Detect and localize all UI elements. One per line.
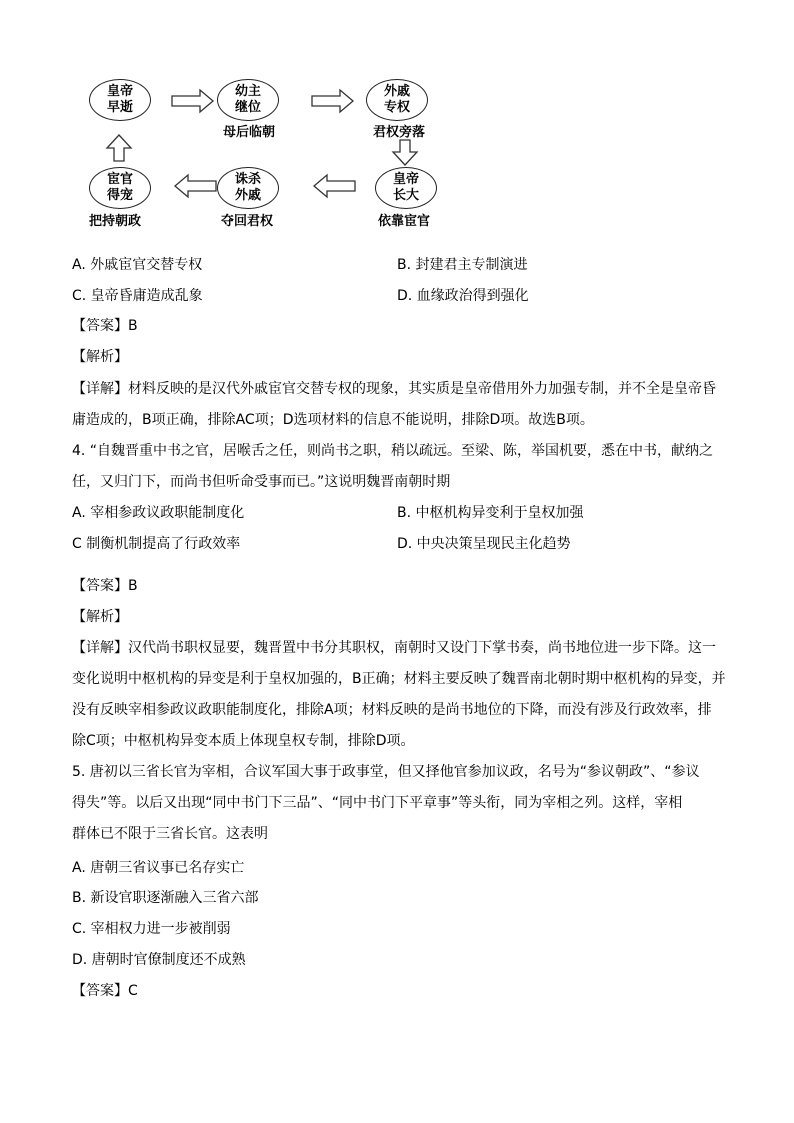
option-a: A. 宰相参政议政职能制度化 [72, 505, 245, 521]
node-young-ruler: 幼主 继位 [217, 79, 279, 121]
detail-line: 【详解】汉代尚书职权显要，魏晋置中书分其职权，南朝时又设门下掌书奏，尚书地位进一步下降。这一 [72, 640, 716, 656]
arrow-left-icon [314, 175, 355, 197]
flow-arrows [0, 0, 794, 260]
question-stem: 群体已不限于三省长官。这表明 [72, 826, 268, 842]
analysis-label: 【解析】 [72, 609, 128, 625]
answer-label: 【答案】B [72, 318, 138, 334]
node-caption: 母后临朝 [223, 125, 276, 140]
detail-line: 庸造成的，B项正确，排除AC项；D选项材料的信息不能说明，排除D项。故选B项。 [72, 412, 594, 428]
option-c: C. 皇帝昏庸造成乱象 [72, 288, 203, 304]
question-stem: 4. “自魏晋重中书之官，居喉舌之任，则尚书之职，稍以疏远。至梁、陈，举国机要，悉在中书，献纳之 [72, 443, 714, 459]
option-b: B. 封建君主专制演进 [397, 257, 528, 273]
question-stem: 得失”等。以后又出现“同中书门下三品”、“同中书门下平章事”等头衔，同为宰相之列。这样，宰相 [72, 795, 683, 811]
node-consort-power: 外戚 专权 [366, 79, 428, 121]
arrow-down-icon [393, 140, 417, 165]
node-kill-consorts: 诛杀 外戚 [217, 167, 279, 209]
question-stem: 5. 唐初以三省长官为宰相，合议军国大事于政事堂，但又择他官参加议政，名号为“参议朝政”、“参议 [72, 764, 700, 780]
arrow-up-icon [107, 135, 131, 161]
answer-label: 【答案】B [72, 578, 138, 594]
option-b: B. 新设官职逐渐融入三省六部 [72, 890, 259, 906]
question-stem: 任，又归门下，而尚书但听命受事而已。”这说明魏晋南朝时期 [72, 474, 451, 490]
option-b: B. 中枢机构异变利于皇权加强 [397, 505, 584, 521]
arrow-right-icon [172, 90, 213, 112]
answer-label: 【答案】C [72, 983, 138, 999]
detail-line: 变化说明中枢机构的异变是利于皇权加强的，B正确；材料主要反映了魏晋南北朝时期中枢机构的异变，并 [72, 671, 726, 687]
node-emperor-early-death: 皇帝 早逝 [89, 79, 151, 121]
option-c: C. 宰相权力进一步被削弱 [72, 921, 231, 937]
node-caption: 君权旁落 [373, 125, 426, 140]
option-a: A. 外戚宦官交替专权 [72, 257, 203, 273]
option-c: C 制衡机制提高了行政效率 [72, 536, 241, 552]
option-d: D. 中央决策呈现民主化趋势 [397, 536, 571, 552]
arrow-left-icon [175, 175, 216, 197]
node-caption: 依靠宦官 [378, 214, 431, 229]
node-emperor-grown: 皇帝 长大 [375, 167, 437, 209]
option-a: A. 唐朝三省议事已名存实亡 [72, 860, 245, 876]
node-caption: 夺回君权 [221, 214, 274, 229]
analysis-label: 【解析】 [72, 349, 128, 365]
detail-line: 没有反映宰相参政议政职能制度化，排除A项；材料反映的是尚书地位的下降，而没有涉及行政效率，排 [72, 702, 712, 718]
option-d: D. 唐朝时官僚制度还不成熟 [72, 952, 246, 968]
detail-line: 【详解】材料反映的是汉代外戚宦官交替专权的现象，其实质是皇帝借用外力加强专制，并不全是皇帝昏 [72, 381, 716, 397]
option-d: D. 血缘政治得到强化 [397, 288, 529, 304]
node-caption: 把持朝政 [89, 214, 142, 229]
node-eunuch-favored: 宦官 得宠 [89, 167, 151, 209]
arrow-right-icon [312, 90, 353, 112]
detail-line: 除C项；中枢机构异变本质上体现皇权专制，排除D项。 [72, 733, 415, 749]
